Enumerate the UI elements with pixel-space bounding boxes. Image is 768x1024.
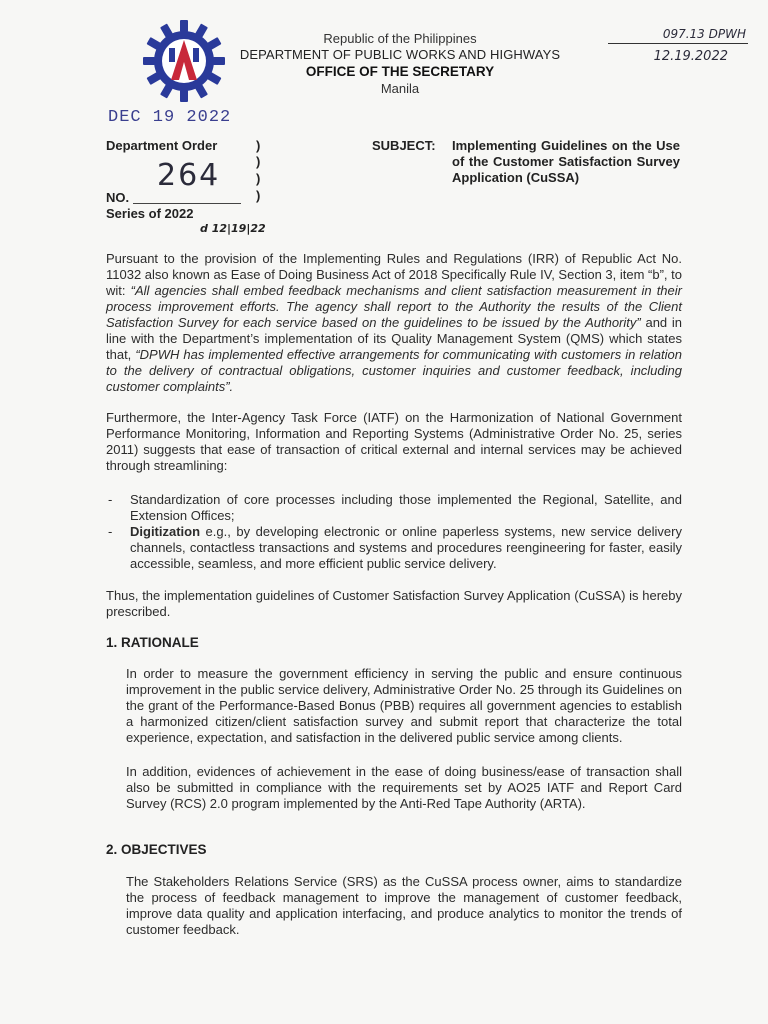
header-republic: Republic of the Philippines [323,31,477,46]
paragraph-thus: Thus, the implementation guidelines of Customer Satisfaction Survey Application (CuSSA) is hereby prescribed. [106,588,682,619]
bullet-standardization: Standardization of core processes including those implemented the Regional, Satellite, and Extension Offices; [130,492,682,523]
section-heading-rationale: 1. RATIONALE [106,635,199,650]
department-order-label: Department Order [106,138,218,153]
header-department: DEPARTMENT OF PUBLIC WORKS AND HIGHWAYS [239,47,561,62]
header-office: OFFICE OF THE SECRETARY [305,64,495,79]
series-label: Series of 2022 [106,206,194,221]
subject-label: SUBJECT: [372,138,436,153]
paragraph-objectives: The Stakeholders Relations Service (SRS) as the CuSSA process owner, aims to standardize the process of feedback management to improve the management of customer feedback, improve data quality and application interfacing, and produce analytics to monitor the trends of customer feedback. [126,874,682,937]
quote-qms: “DPWH has implemented effective arrangements for communicating with customers in relation to the delivery of contractual obligations, customer inquiries and customer feedback, including customer complaints”. [106,347,682,394]
handwritten-reference-code: 097.13 DPWH [662,27,746,41]
handwritten-order-number: 264 [157,158,221,193]
date-stamp: DEC 19 2022 [108,108,232,127]
header-city: Manila [380,81,420,96]
order-number-underline [133,203,241,204]
paragraph-furthermore: Furthermore, the Inter-Agency Task Force (IATF) on the Harmonization of National Government Performance Monitoring, Information and Reporting Systems (Administrative Order No. 25, series 2011) suggests that ease of transaction of critical external and internal services may be achieved through streamlining: [106,410,682,473]
paragraph-text: Pursuant to the provision of the Implementing Rules and Regulations (IRR) of Republic Act No. 11032 also known as Ease of Doing Business Act of 2018 Specifically Rule IV, Section 3, item “b”, to wit: [106,251,682,298]
subject-text: Implementing Guidelines on the Use of the Customer Satisfaction Survey Application (CuSSA) [452,138,680,185]
bullet-dash: - [108,524,113,539]
bracket-paren: ) [256,154,261,169]
paragraph-rationale-1: In order to measure the government efficiency in serving the public and ensure continuous improvement in the public service delivery, Administrative Order No. 25 through its Guidelines on the grant of the Performance-Based Bonus (PBB) requires all government agencies to establish a harmonized citizen/client satisfaction survey and submit report that characterize the total experience, expectation, and satisfaction in the delivered public service among clients. [126,666,682,745]
paragraph-text: e.g., by developing electronic or online paperless systems, new service delivery channels, contactless transactions and systems and procedures reengineering for faster, easily accessible, seamless, and more efficient public service delivery. [130,524,682,571]
bullet-digitization [130,524,682,572]
bracket-paren: ) [256,138,261,153]
handwritten-reference-date: 12.19.2022 [653,49,728,64]
bullet-dash: - [108,492,113,507]
paragraph-text: and in line with the Department’s implementation of its Quality Management System (QMS) which states that, [106,315,682,362]
quote-irr: “All agencies shall embed feedback mechanisms and client satisfaction measurement in their process improvement efforts. The agency shall report to the Authority the results of the Client Satisfaction Survey for each service based on the guidelines to be issued by the Authority” [106,283,682,330]
section-heading-objectives: 2. OBJECTIVES [106,842,207,857]
reference-underline [608,43,748,44]
handwritten-initials: d 12|19|22 [200,222,266,235]
paragraph-rationale-2: In addition, evidences of achievement in the ease of doing business/ease of transaction shall also be submitted in compliance with the requirements set by AO25 IATF and Report Card Survey (RCS) 2.0 program implemented by the Anti-Red Tape Authority (ARTA). [126,764,682,811]
bullet-bold-term: Digitization [130,524,201,539]
bracket-paren: ) [256,171,261,186]
order-number-label: NO. [106,190,130,205]
bracket-paren: ) [256,188,261,203]
dpwh-seal-logo [141,18,227,104]
paragraph-pursuant [106,251,682,395]
